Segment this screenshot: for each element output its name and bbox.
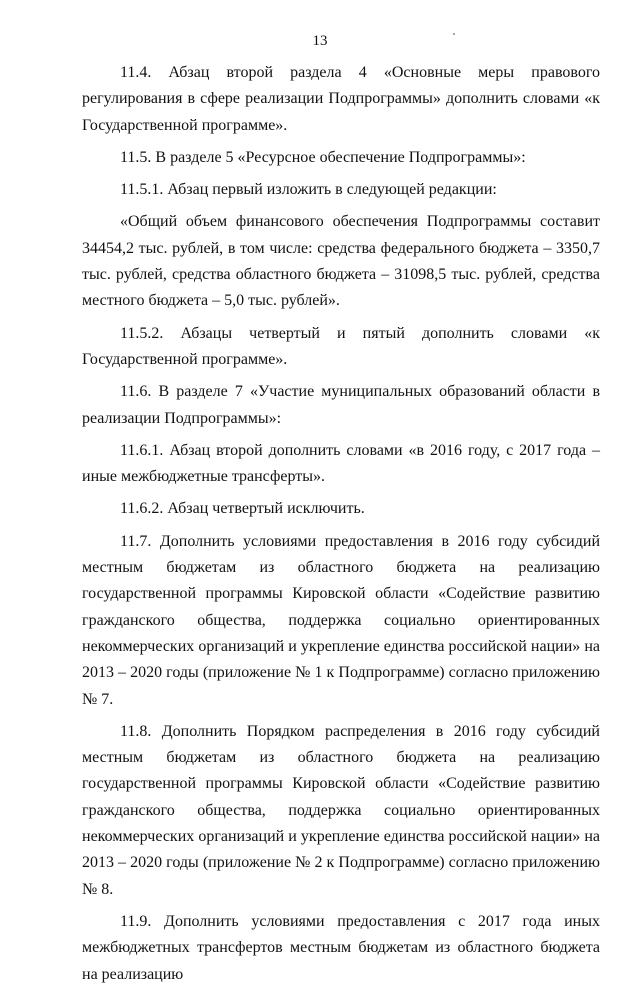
paragraph-11-5-1: 11.5.1. Абзац первый изложить в следующей редакции: xyxy=(120,181,497,199)
paragraph-11-5-2: 11.5.2. Абзацы четвертый и пятый дополнить словами «к Государственной программе». xyxy=(82,324,600,368)
document-body xyxy=(82,60,600,994)
scan-speck xyxy=(453,33,455,35)
paragraph-11-4: 11.4. Абзац второй раздела 4 «Основные меры правового регулирования в сфере реализации Подпрограммы» дополнить словами «к Государственной программе». xyxy=(82,64,600,134)
paragraph-11-8: 11.8. Дополнить Порядком распределения в 2016 году субсидий местным бюджетам из областного бюджета на реализацию государственной программы Кировской области «Содействие развитию гражданского общества, поддержка социально ориентированных некоммерческих организаций и укрепление единства российской нации» на 2013 – 2020 годы (приложение № 2 к Подпрограмме) согласно приложению № 8. xyxy=(82,722,600,898)
paragraph-quote-funding: «Общий объем финансового обеспечения Подпрограммы составит 34454,2 тыс. рублей, в том числе: средства федерального бюджета – 3350,7 тыс. рублей, средства областного бюджета – 31098,5 тыс. рублей, средства местного бюджета – 5,0 тыс. рублей». xyxy=(82,213,600,310)
paragraph-11-7: 11.7. Дополнить условиями предоставления в 2016 году субсидий местным бюджетам из областного бюджета на реализацию государственной программы Кировской области «Содействие развитию гражданского общества, поддержка социально ориентированных некоммерческих организаций и укрепление единства российской нации» на 2013 – 2020 годы (приложение № 1 к Подпрограмме) согласно приложению № 7. xyxy=(82,532,600,708)
paragraph-11-6: 11.6. В разделе 7 «Участие муниципальных образований области в реализации Подпрограммы»: xyxy=(82,383,600,427)
paragraph-11-6-1: 11.6.1. Абзац второй дополнить словами «в 2016 году, с 2017 года – иные межбюджетные трансферты». xyxy=(82,441,600,486)
page-number: 13 xyxy=(312,33,328,49)
paragraph-11-5: 11.5. В разделе 5 «Ресурсное обеспечение Подпрограммы»: xyxy=(120,148,526,166)
paragraph-11-6-2: 11.6.2. Абзац четвертый исключить. xyxy=(120,500,365,518)
paragraph-11-9: 11.9. Дополнить условиями предоставления с 2017 года иных межбюджетных трансфертов местным бюджетам из областного бюджета на реализацию xyxy=(82,912,600,983)
